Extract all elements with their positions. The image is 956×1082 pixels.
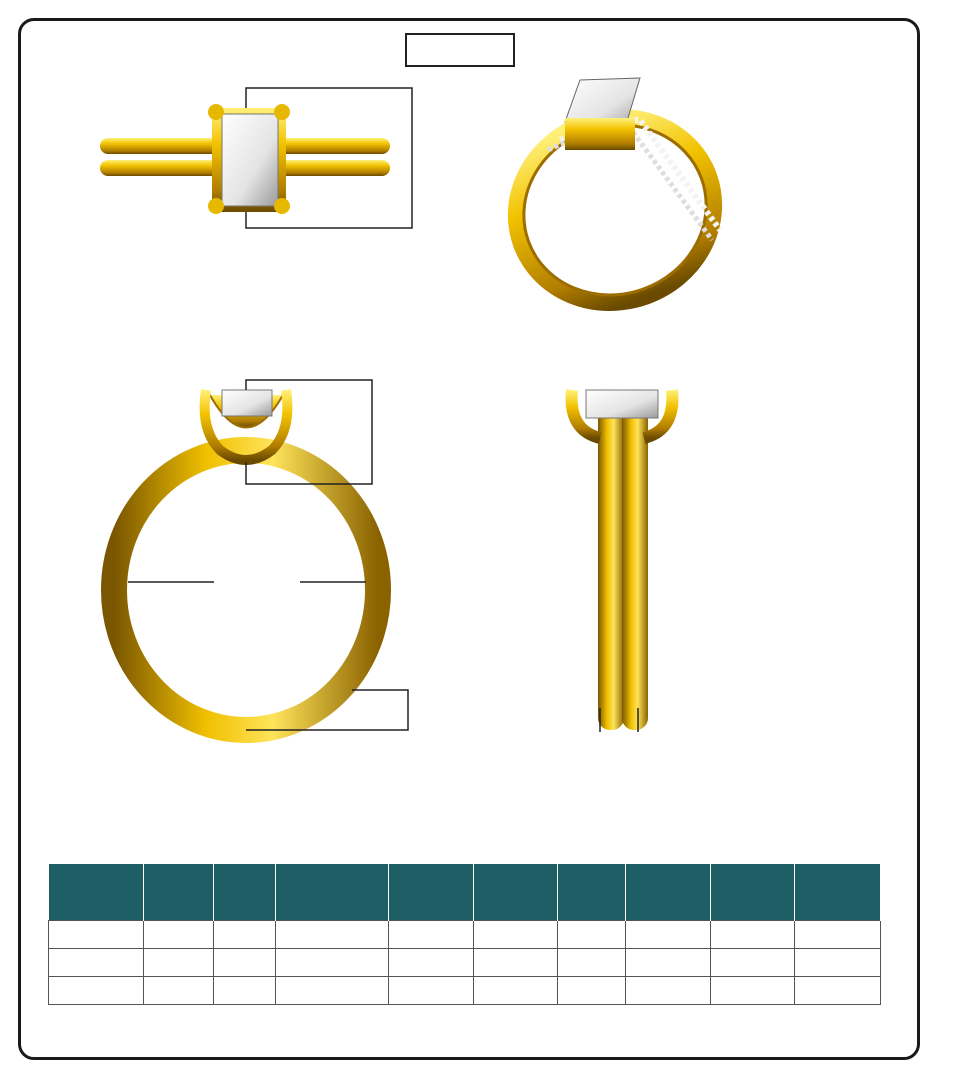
col-total-pcs [710,864,795,921]
col-total-dia-wt [795,864,881,921]
dim-side-height [372,380,402,480]
front-band-right [622,400,648,730]
dim-top-length [404,105,434,215]
prong [274,104,290,120]
col-mm-size [276,864,389,921]
col-ct-wt [626,864,711,921]
side-view [114,380,408,730]
perspective-view [490,78,741,331]
table-row [49,949,881,977]
table-row [49,921,881,949]
side-stone [222,390,272,416]
front-band-left [598,400,624,730]
top-view [100,88,412,228]
col-stone-shape [213,864,275,921]
top-center-stone [222,114,278,206]
front-view [572,390,673,732]
col-dia-color [143,864,213,921]
prong [274,198,290,214]
front-stone [586,390,658,418]
prong [208,104,224,120]
col-pcs [558,864,626,921]
col-sieve-size [389,864,474,921]
table-header-row [49,864,881,921]
side-shank [114,450,378,730]
stone-spec-table [48,864,881,1005]
col-setting-type [49,864,144,921]
col-avrg-wt [473,864,558,921]
prong [208,198,224,214]
table-row [49,977,881,1005]
